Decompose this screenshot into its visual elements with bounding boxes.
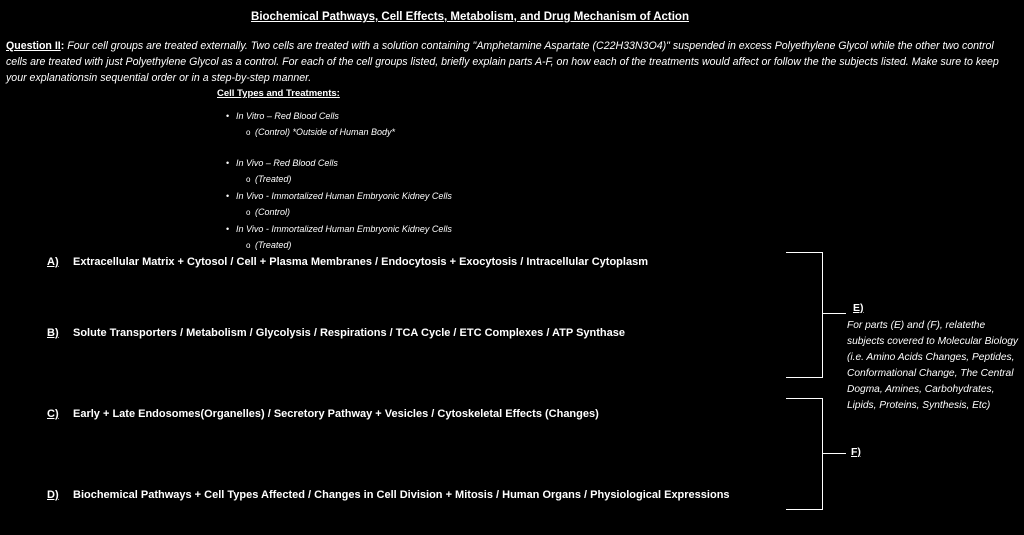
cell-types-list [226, 108, 452, 254]
question-colon: : [60, 40, 65, 52]
list-item [226, 171, 452, 188]
bullet-icon: • [226, 224, 230, 234]
cell-type-name: In Vivo - Immortalized Human Embryonic Kidney Cells [236, 224, 452, 234]
part-text: Biochemical Pathways + Cell Types Affected / Changes in Cell Division + Mitosis / Human Organs / Physiological Expressions [73, 489, 730, 501]
list-item [226, 155, 452, 171]
list-item [226, 221, 452, 237]
question-block [6, 38, 1006, 86]
cell-type-status: (Control) [255, 207, 291, 217]
page-title: Biochemical Pathways, Cell Effects, Metabolism, and Drug Mechanism of Action [251, 11, 689, 23]
bracket-ab [786, 252, 823, 378]
cell-type-name: In Vivo - Immortalized Human Embryonic Kidney Cells [236, 191, 452, 201]
cell-type-name: In Vivo – Red Blood Cells [236, 158, 338, 168]
part-b [47, 327, 625, 339]
cell-type-name: In Vitro – Red Blood Cells [236, 111, 339, 121]
sub-bullet-icon: o [246, 128, 251, 137]
part-letter: D) [47, 489, 59, 501]
part-text: Solute Transporters / Metabolism / Glycolysis / Respirations / TCA Cycle / ETC Complexes / ATP Synthase [73, 327, 625, 339]
cell-type-status: (Treated) [255, 174, 292, 184]
label-f: F) [851, 446, 861, 458]
list-item [226, 188, 452, 204]
list-item [226, 237, 452, 254]
bracket-cd [786, 398, 823, 510]
part-text: Early + Late Endosomes(Organelles) / Secretory Pathway + Vesicles / Cytoskeletal Effects (Changes) [73, 408, 599, 420]
bullet-icon: • [226, 158, 230, 168]
bullet-icon: • [226, 111, 230, 121]
part-a [47, 256, 648, 268]
list-item [226, 108, 452, 124]
part-letter: B) [47, 327, 59, 339]
list-item [226, 204, 452, 221]
part-letter: C) [47, 408, 59, 420]
sub-bullet-icon: o [246, 241, 251, 250]
list-item [226, 124, 452, 141]
cell-type-status: (Control) *Outside of Human Body* [255, 127, 396, 137]
bracket-tick-e [822, 313, 846, 314]
cell-type-status: (Treated) [255, 240, 292, 250]
question-text: Four cell groups are treated externally. Two cells are treated with a solution containing "Amphetamine Aspartate (C22H33N3O4)" suspended in excess Polyethylene Glycol while the other two control cells are treated with just Polyethylene Glycol as a control. For each of the cell groups listed, briefly explain parts A-F, on how each of the treatments would affect or follow the the subjects listed. Make sure to keep your explanationsin sequential order or in a step-by-step manner. [6, 40, 999, 84]
question-label: Question II [6, 40, 61, 52]
sub-bullet-icon: o [246, 208, 251, 217]
label-e: E) [853, 302, 864, 314]
bullet-icon: • [226, 191, 230, 201]
part-c [47, 408, 599, 420]
ef-note: For parts (E) and (F), relatethe subjects covered to Molecular Biology (i.e. Amino Acids Changes, Peptides, Conformational Change, The Central Dogma, Amines, Carbohydrates, Lipids, Proteins, Synthesis, Etc) [847, 320, 1019, 411]
part-letter: A) [47, 256, 59, 268]
sub-bullet-icon: o [246, 175, 251, 184]
part-text: Extracellular Matrix + Cytosol / Cell + Plasma Membranes / Endocytosis + Exocytosis / Intracellular Cytoplasm [73, 256, 648, 268]
part-d [47, 489, 730, 501]
cell-types-heading: Cell Types and Treatments: [217, 88, 340, 99]
bracket-tick-f [822, 453, 846, 454]
